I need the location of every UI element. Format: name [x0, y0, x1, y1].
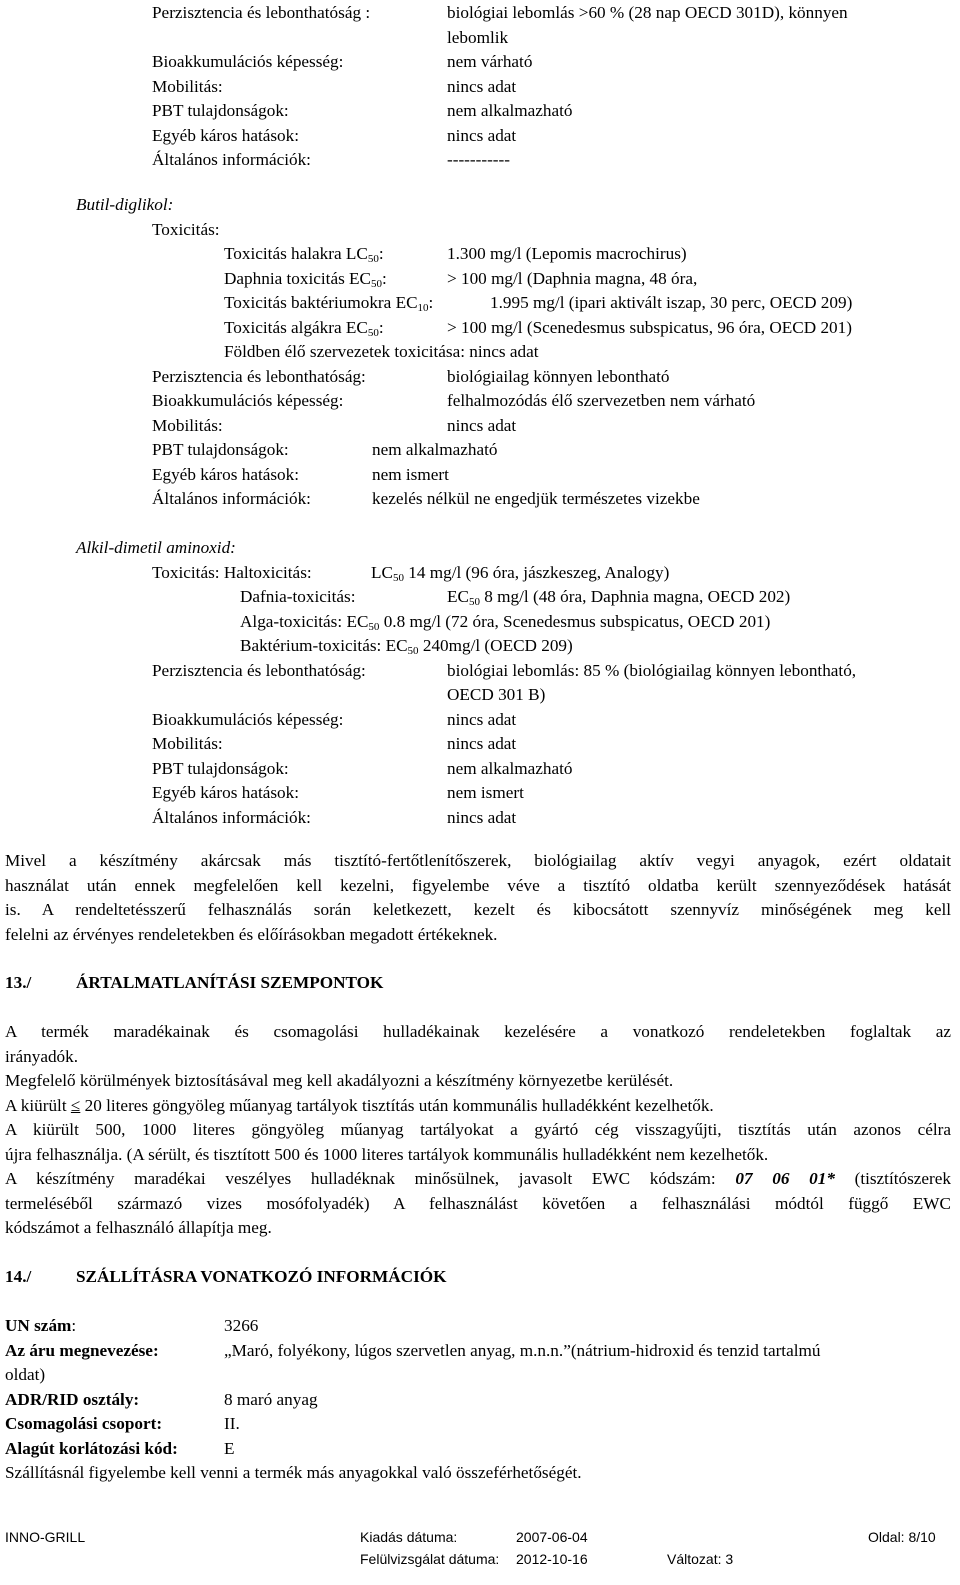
- section14-number: 14./: [5, 1267, 32, 1286]
- footer-issue-date: 2007-06-04: [516, 1529, 588, 1545]
- footer-page: Oldal: 8/10: [868, 1529, 936, 1545]
- packing-group-label: Csomagolási csoport:: [5, 1414, 163, 1433]
- paragraph-line: Mivel a készítmény akárcsak más tisztító-fertőtlenítőszerek, biológiailag aktív vegyi anyagok, ezért oldatait: [5, 851, 951, 870]
- alkil-general-info-label: Általános információk:: [152, 808, 311, 827]
- packing-group-value: II.: [224, 1414, 240, 1433]
- butil-bacteria-value: 1.995 mg/l (ipari aktivált iszap, 30 perc, OECD 209): [490, 293, 853, 312]
- alkil-algae: Alga-toxicitás: $EC_{50}$ 0.8 mg/l (72 óra, Scenedesmus subspicatus, OECD 201): [240, 612, 771, 633]
- alkil-pbt-label: PBT tulajdonságok:: [152, 759, 289, 778]
- footer-review-label: Felülvizsgálat dátuma:: [360, 1551, 500, 1567]
- value-mobility: nincs adat: [447, 77, 517, 96]
- alkil-bioaccumulation-value: nincs adat: [447, 710, 517, 729]
- section13-text: kódszámot a felhasználó állapítja meg.: [5, 1218, 272, 1237]
- butil-pbt-label: PBT tulajdonságok:: [152, 440, 289, 459]
- butil-mobility-label: Mobilitás:: [152, 416, 223, 435]
- tunnel-code-value: E: [224, 1439, 235, 1458]
- butil-other-effects-value: nem ismert: [372, 465, 449, 484]
- footer-company: INNO-GRILL: [5, 1529, 86, 1545]
- section13-text: Megfelelő körülmények biztosításával meg kell akadályozni a készítmény környezetbe kerülését.: [5, 1071, 674, 1090]
- value-persistence-cont: lebomlik: [447, 28, 509, 47]
- alkil-other-effects-value: nem ismert: [447, 783, 524, 802]
- butil-daphnia-value: > 100 mg/l (Daphnia magna, 48 óra,: [447, 269, 698, 288]
- alkil-fish-value: $LC_{50}$ 14 mg/l (96 óra, jászkeszeg, Analogy): [371, 563, 670, 584]
- section13-text: termeléséből származó vizes mosófolyadék) A felhasználást követően a felhasználási módtól függő EWC: [5, 1194, 951, 1213]
- butil-other-effects-label: Egyéb káros hatások:: [152, 465, 300, 484]
- alkil-fish-label: Toxicitás: Haltoxicitás:: [152, 563, 312, 582]
- section13-title: ÁRTALMATLANÍTÁSI SZEMPONTOK: [76, 973, 384, 992]
- section13-text: irányadók.: [5, 1047, 79, 1066]
- un-number-value: 3266: [224, 1316, 259, 1335]
- alkil-daphnia-label: Dafnia-toxicitás:: [240, 587, 356, 606]
- butil-soil: Földben élő szervezetek toxicitása: nincs adat: [224, 342, 539, 361]
- butil-fish-label: Toxicitás halakra $LC_{50}$:: [224, 244, 384, 265]
- label-bioaccumulation: Bioakkumulációs képesség:: [152, 52, 344, 71]
- alkil-other-effects-label: Egyéb káros hatások:: [152, 783, 300, 802]
- alkil-daphnia-value: $EC_{50}$ 8 mg/l (48 óra, Daphnia magna, OECD 202): [447, 587, 791, 608]
- footer-version: Változat: 3: [667, 1551, 734, 1567]
- goods-name-value-cont: oldat): [5, 1365, 46, 1384]
- section13-text: A készítmény maradékai veszélyes hulladéknak minősülnek, javasolt EWC kódszám: 07 06 01* (tisztítószerek: [5, 1169, 951, 1188]
- butil-bioaccumulation-label: Bioakkumulációs képesség:: [152, 391, 344, 410]
- butil-pbt-value: nem alkalmazható: [372, 440, 498, 459]
- label-other-effects: Egyéb káros hatások:: [152, 126, 300, 145]
- value-persistence: biológiai lebomlás >60 % (28 nap OECD 301D), könnyen: [447, 3, 848, 22]
- paragraph-line: is. A rendeltetésszerű felhasználás során keletkezett, kezelt és kibocsátott szennyvíz minőségének meg kell: [5, 900, 951, 919]
- butil-fish-value: 1.300 mg/l (Lepomis macrochirus): [447, 244, 687, 263]
- value-pbt: nem alkalmazható: [447, 101, 573, 120]
- goods-name-label: Az áru megnevezése:: [5, 1341, 159, 1360]
- alkil-persistence-value-cont: OECD 301 B): [447, 685, 546, 704]
- ewc-code: 07 06 01*: [735, 1169, 835, 1188]
- label-mobility: Mobilitás:: [152, 77, 223, 96]
- butil-daphnia-label: Daphnia toxicitás $EC_{50}$:: [224, 269, 387, 290]
- butil-mobility-value: nincs adat: [447, 416, 517, 435]
- tunnel-code-label: Alagút korlátozási kód:: [5, 1439, 178, 1458]
- section13-number: 13./: [5, 973, 32, 992]
- label-general-info: Általános információk:: [152, 150, 311, 169]
- section13-text: újra felhasználja. (A sérült, és tisztított 500 és 1000 literes tartályok kommunális hulladékként nem kezelhetők.: [5, 1145, 769, 1164]
- butil-bioaccumulation-value: felhalmozódás élő szervezetben nem várható: [447, 391, 756, 410]
- butil-algae-label: Toxicitás algákra $EC_{50}$:: [224, 318, 384, 339]
- butil-algae-value: > 100 mg/l (Scenedesmus subspicatus, 96 óra, OECD 201): [447, 318, 852, 337]
- section14-title: SZÁLLÍTÁSRA VONATKOZÓ INFORMÁCIÓK: [76, 1267, 447, 1286]
- alkil-heading: Alkil-dimetil aminoxid:: [76, 538, 236, 557]
- label-persistence: Perzisztencia és lebonthatóság :: [152, 3, 371, 22]
- goods-name-value: „Maró, folyékony, lúgos szervetlen anyag, m.n.n.”(nátrium-hidroxid és tenzid tartalmú: [224, 1341, 821, 1360]
- butil-bacteria-label: Toxicitás baktériumokra $EC_{10}$:: [224, 293, 434, 314]
- butil-general-info-label: Általános információk:: [152, 489, 311, 508]
- alkil-pbt-value: nem alkalmazható: [447, 759, 573, 778]
- footer-review-date: 2012-10-16: [516, 1551, 588, 1567]
- alkil-bacteria: Baktérium-toxicitás: $EC_{50}$ 240mg/l (OECD 209): [240, 636, 573, 657]
- adr-class-value: 8 maró anyag: [224, 1390, 318, 1409]
- value-general-info: -----------: [447, 150, 510, 169]
- value-other-effects: nincs adat: [447, 126, 517, 145]
- butil-heading: Butil-diglikol:: [76, 195, 174, 214]
- un-number-label: UN szám:: [5, 1316, 77, 1335]
- alkil-general-info-value: nincs adat: [447, 808, 517, 827]
- alkil-persistence-value: biológiai lebomlás: 85 % (biológiailag könnyen lebontható,: [447, 661, 857, 680]
- paragraph-line: felelni az érvényes rendeletekben és előírásokban megadott értékeknek.: [5, 925, 498, 944]
- adr-class-label: ADR/RID osztály:: [5, 1390, 140, 1409]
- value-bioaccumulation: nem várható: [447, 52, 533, 71]
- butil-general-info-value: kezelés nélkül ne engedjük természetes vizekbe: [372, 489, 700, 508]
- butil-persistence-label: Perzisztencia és lebonthatóság:: [152, 367, 366, 386]
- label-pbt: PBT tulajdonságok:: [152, 101, 289, 120]
- alkil-persistence-label: Perzisztencia és lebonthatóság:: [152, 661, 366, 680]
- paragraph-line: használat után ennek megfelelően kell kezelni, figyelembe véve a tisztító oldatba került szennyeződések hatását: [5, 876, 951, 895]
- alkil-mobility-value: nincs adat: [447, 734, 517, 753]
- transport-note: Szállításnál figyelembe kell venni a termék más anyagokkal való összeférhetőségét.: [5, 1463, 582, 1482]
- section13-text: A termék maradékainak és csomagolási hulladékainak kezelésére a vonatkozó rendeletekben foglaltak az: [5, 1022, 951, 1041]
- alkil-mobility-label: Mobilitás:: [152, 734, 223, 753]
- alkil-bioaccumulation-label: Bioakkumulációs képesség:: [152, 710, 344, 729]
- footer-issue-label: Kiadás dátuma:: [360, 1529, 458, 1545]
- butil-persistence-value: biológiailag könnyen lebontható: [447, 367, 670, 386]
- butil-toxicity-label: Toxicitás:: [152, 220, 220, 239]
- section13-text: A kiürült 500, 1000 literes göngyöleg műanyag tartályokat a gyártó cég visszagyűjti, tisztítás után azonos célra: [5, 1120, 951, 1139]
- section13-text: A kiürült ≤ 20 literes göngyöleg műanyag tartályok tisztítás után kommunális hulladékként kezelhetők.: [5, 1096, 714, 1115]
